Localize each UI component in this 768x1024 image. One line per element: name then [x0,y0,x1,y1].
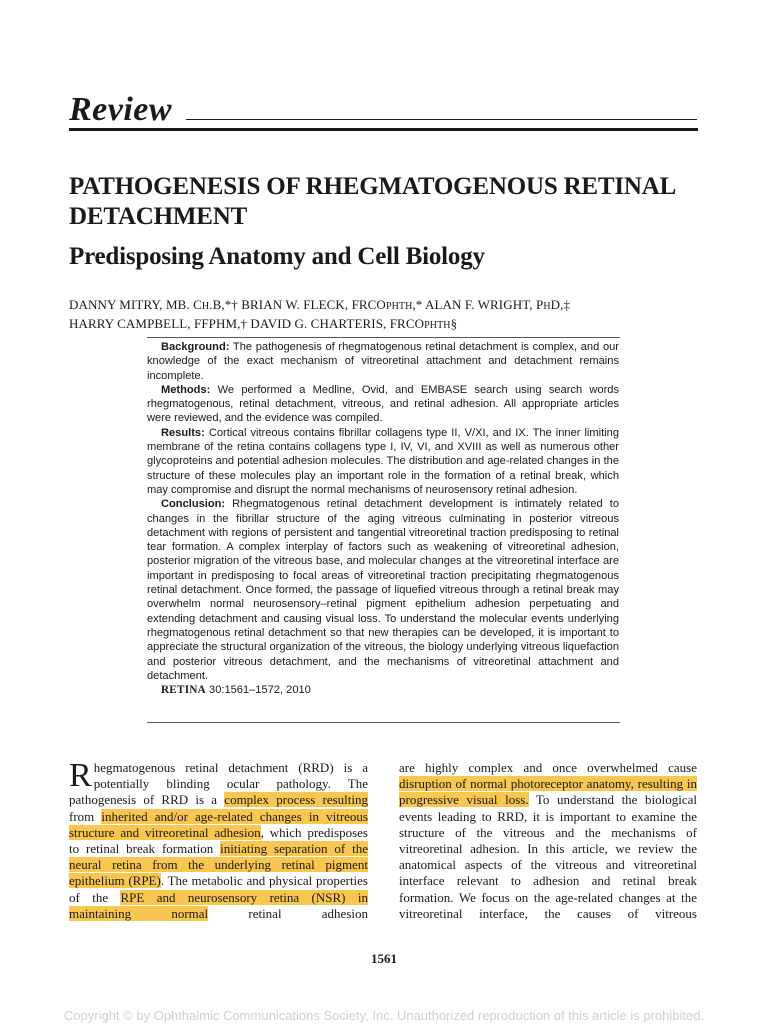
author-text: DANNY MITRY, MB. C [69,297,202,312]
journal-citation [147,683,619,697]
author-text: .B,*† BRIAN W. FLECK, FRCO [209,297,386,312]
body-text: To understand the biological events leading to RRD, it is important to examine the structure of the vitreous and the mechanisms of vitreoretinal adhesion. In this article, we review the anatomical aspects of the vitreous and vitreoretinal interface relevant to adhesion and retinal break formation. We focus on the age-related changes at the vitreoretinal interface, the causes of vitreous [399,792,697,921]
highlighted-text: complex process resulting [224,792,368,808]
article-title: PATHOGENESIS OF RHEGMATOGENOUS RETINAL DETACHMENT [69,173,675,230]
body-column-left [69,757,369,922]
author-degree: H [543,301,551,312]
abstract-rule-top [147,337,620,338]
highlighted-text: RPE and neurosensory retina (NSR) in maintaining normal [69,889,368,921]
abstract-text: Rhegmatogenous retinal detachment development is intimately related to changes in the fibrillar structure of the aging vitreous culminating in posterior vitreous detachment with regions of persistent and tangential vitreoretinal traction predisposing to retinal tear formation. A complex interplay of factors such as weakening of vitreoretinal adhesion, posterior migration of the vitreous base, and molecular changes at the vitreoretinal interface are important in predisposing to focal areas of vitreoretinal traction precipitating rhegmatogenous retinal detachment. Once formed, the passage of liquefied vitreous through a retinal break may overwhelm normal neurosensory–retinal pigment epithelium adhesion perpetuating and extending detachment and causing visual loss. To understand the molecular events underlying rhegmatogenous retinal detachment so that new therapies can be developed, it is important to appreciate the structural organization of the vitreous, the biology underlying vitreous liquefaction and posterior vitreous detachment, and the mechanisms of vitreoretinal attachment and detachment. [147,498,619,682]
author-degree: PHTH [424,320,451,331]
body-text: retinal adhesion [208,905,368,921]
abstract-text: Cortical vitreous contains fibrillar collagens type II, V/XI, and IX. The inner limiting membrane of the retina contains collagens type I, IV, VI, and XVIII as well as numerous other glycoproteins and potential adhesion molecules. The distribution and age-related changes in the structure of these molecules play an important role in the formation of a retinal break, which may compromise and disrupt the normal mechanisms of neurosensory retinal adhesion. [147,426,619,496]
abstract-conclusion [147,497,619,683]
abstract-background [147,340,619,383]
body-column-right [399,760,697,922]
highlighted-text: disruption of normal photoreceptor anatomy, resulting in progressive visual loss. [399,776,697,808]
header-rule-thin [186,119,697,120]
section-label: Review [69,91,173,128]
author-degree: H [201,301,210,312]
body-text: from [69,808,102,824]
abstract-text: We performed a Medline, Ovid, and EMBASE search using search words rhegmatogenous, retinal detachment, vitreous, and retinal adhesion. All appropriate articles were reviewed, and the evidence was compiled. [147,383,619,425]
copyright-watermark: Copyright © by Ophthalmic Communications Society, Inc. Unauthorized reproduction of this article is prohibited. [63,1008,705,1023]
page-number: 1561 [371,951,397,966]
body-text: hegmatogenous retinal detachment (RRD) is a potentially blinding ocular pathology. The pathogenesis of RRD is a [69,760,368,808]
abstract-heading: Conclusion: [161,498,226,511]
highlighted-text: inherited and/or age-related changes in vitreous structure and vitreoretinal adhesion [69,808,368,840]
abstract-rule-bottom [147,722,620,723]
abstract-heading: Results: [161,426,205,439]
drop-cap: R [69,757,92,794]
abstract-methods [147,383,619,426]
author-list [69,296,709,334]
author-text: ,* ALAN F. WRIGHT, P [412,297,544,312]
abstract [147,340,619,697]
abstract-heading: Methods: [161,383,211,396]
body-text: are highly complex and once overwhelmed cause [399,760,697,775]
author-text: HARRY CAMPBELL, FFPHM,† DAVID G. CHARTERIS, FRCO [69,316,425,331]
author-text: § [450,316,458,331]
abstract-text: The pathogenesis of rhegmatogenous retinal detachment is complex, and our knowledge of the exact mechanism of vitreoretinal attachment and detachment remains incomplete. [147,341,619,382]
author-text: ,‡ [560,297,571,312]
citation-text: 30:1561–1572, 2010 [205,684,311,697]
author-degree: PHTH [385,301,413,312]
article-subtitle: Predisposing Anatomy and Cell Biology [69,243,485,270]
header-rule-thick [69,128,698,131]
body-text: . The metabolic and physical properties of the [69,873,368,905]
highlighted-text: initiating separation of the neural retina from the underlying retinal pigment epithelium (RPE) [69,841,369,889]
body-text: , which predisposes to retinal break formation [69,824,368,857]
abstract-heading: Background: [161,341,230,353]
abstract-results [147,426,619,497]
journal-name: RETINA [161,684,206,697]
author-text: D [550,297,561,312]
